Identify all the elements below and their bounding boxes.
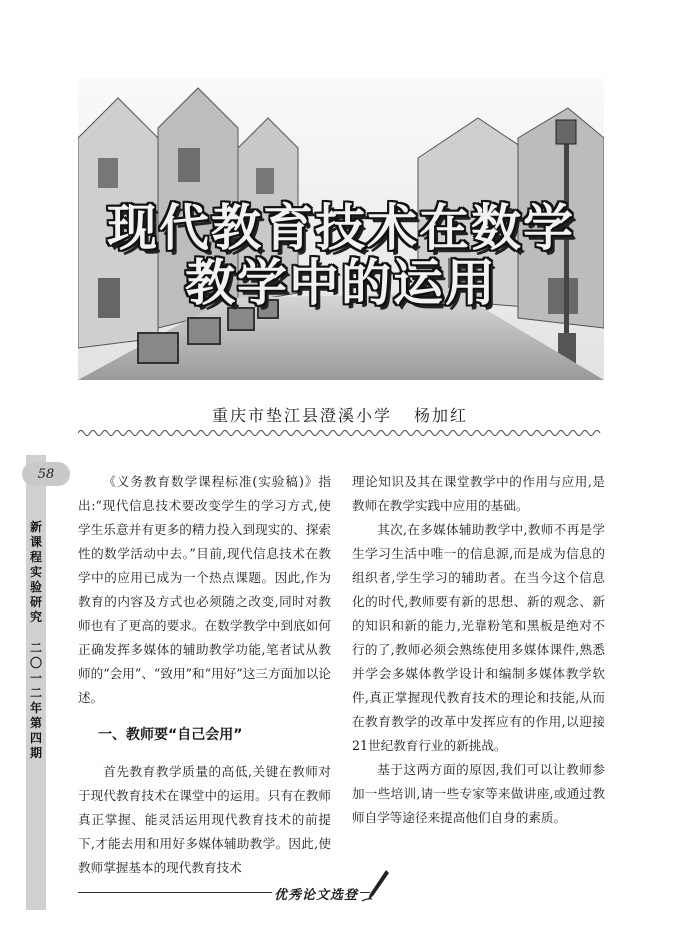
- issue-char: 第: [29, 716, 42, 730]
- paragraph: 首先教育教学质量的高低,关键在教师对于现代教育技术在课堂中的运用。只有在教师真正掌握、能灵活运用现代教育技术的前提下,才能去用和用好多媒体辅助教学。因此,使教师掌握基本的现代教育技术: [78, 764, 331, 875]
- paragraph-continued: 理论知识及其在课堂教学中的作用与应用,是教师在教学实践中应用的基础。: [352, 474, 605, 513]
- article-title-line-2: 教学中的运用: [185, 254, 497, 312]
- author-name: 杨加红: [414, 406, 469, 425]
- section-heading: 一、教师要“自己会用”: [98, 727, 243, 743]
- pen-icon: [360, 868, 390, 902]
- journal-vertical-label: [28, 520, 44, 761]
- issue-char: 年: [29, 701, 42, 715]
- issue-char: 二: [29, 686, 42, 700]
- paragraph: 基于这两方面的原因,我们可以让教师参加一些培训,请一些专家等来做讲座,或通过教师自学等途径来提高他们自身的素质。: [352, 762, 605, 825]
- journal-char: 验: [29, 580, 42, 594]
- issue-char: 〇: [29, 656, 42, 670]
- journal-char: 研: [29, 595, 42, 609]
- header-illustration: [78, 78, 604, 380]
- author-line: [0, 403, 680, 426]
- issue-char: 一: [29, 671, 42, 685]
- left-text-column: [78, 470, 331, 880]
- journal-char: 课: [29, 535, 42, 549]
- issue-char: 四: [29, 731, 42, 745]
- page-number: 58: [22, 462, 70, 486]
- journal-char: 新: [29, 520, 42, 534]
- journal-char: 程: [29, 550, 42, 564]
- journal-char: 实: [29, 565, 42, 579]
- footer-section-label: 优秀论文选登: [272, 884, 360, 903]
- article-title-line-1: 现代教育技术在数学: [107, 199, 575, 257]
- right-text-column: [352, 470, 605, 830]
- paragraph: 其次,在多媒体辅助教学中,教师不再是学生学习生活中唯一的信息源,而是成为信息的组织者,学生学习的辅助者。在当今这个信息化的时代,教师要有新的思想、新的观念、新的知识和新的能力,光靠粉笔和黑板是绝对不行的了,教师必须会熟练使用多媒体课件,熟悉并学会多媒体教学设计和编制多媒体教学软件,真正掌握现代教育技术的理论和技能,从而在教育教学的改革中发挥应有的作用,以迎接21世纪教育行业的新挑战。: [352, 522, 605, 753]
- author-school: 重庆市垫江县澄溪小学: [211, 406, 392, 425]
- journal-char: 究: [29, 610, 42, 624]
- issue-char: 期: [29, 746, 42, 760]
- issue-char: 二: [29, 641, 42, 655]
- wavy-divider: [78, 428, 604, 438]
- paragraph: 《义务教育数学课程标准(实验稿)》指出:“现代信息技术要改变学生的学习方式,使学生乐意并有更多的精力投入到现实的、探索性的数学活动中去。”目前,现代信息技术在教学中的应用已成为一个热点课题。因此,作为教育的内容及方式也必须随之改变,同时对教师也有了更高的要求。在数学教学中到底如何正确发挥多媒体的辅助教学功能,笔者试从教师的“会用”、“致用”和“用好”这三方面加以论述。: [78, 474, 331, 705]
